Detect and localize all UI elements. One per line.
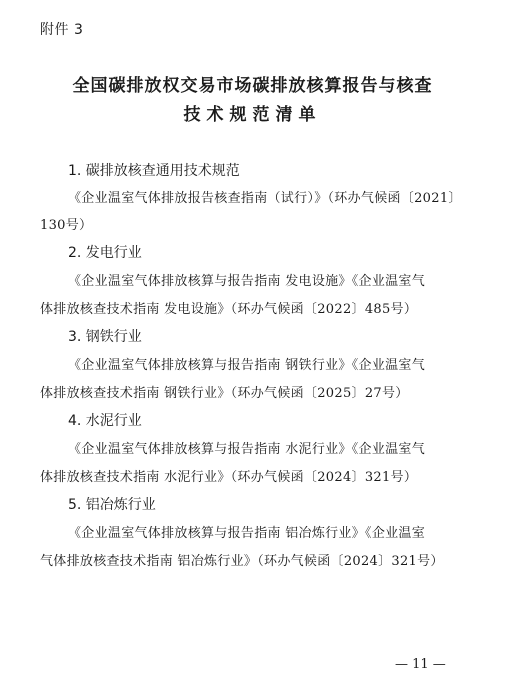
section-body-line: 《企业温室气体排放核算与报告指南 发电设施》《企业温室气 [68,274,426,289]
section-body-line: 体排放核查技术指南 水泥行业》（环办气候函〔2024〕321号） [40,470,418,485]
section-body-line: 气体排放核查技术指南 铝冶炼行业》（环办气候函〔2024〕321号） [40,554,444,569]
document-title-line-1: 全国碳排放权交易市场碳排放核算报告与核查 [72,76,433,96]
section-heading-general: 1. 碳排放核查通用技术规范 [68,163,240,179]
section-body-line: 《企业温室气体排放核算与报告指南 水泥行业》《企业温室气 [68,442,426,457]
section-heading-cement: 4. 水泥行业 [68,413,142,429]
section-heading-power: 2. 发电行业 [68,245,142,261]
document-title-line-2: 技术规范清单 [183,105,322,125]
section-body-line: 《企业温室气体排放报告核查指南（试行）》（环办气候函〔2021〕 [68,191,462,206]
section-body-line: 《企业温室气体排放核算与报告指南 铝冶炼行业》《企业温室 [68,526,426,541]
section-heading-steel: 3. 钢铁行业 [68,329,142,345]
section-heading-aluminum: 5. 铝冶炼行业 [68,497,156,513]
section-body-line: 体排放核查技术指南 发电设施》（环办气候函〔2022〕485号） [40,302,418,317]
section-body-line: 体排放核查技术指南 钢铁行业》（环办气候函〔2025〕27号） [40,386,409,401]
section-body-line: 130号） [40,218,93,233]
attachment-label: 附件 3 [40,22,84,38]
page-number: — 11 — [395,657,446,672]
section-body-line: 《企业温室气体排放核算与报告指南 钢铁行业》《企业温室气 [68,358,426,373]
